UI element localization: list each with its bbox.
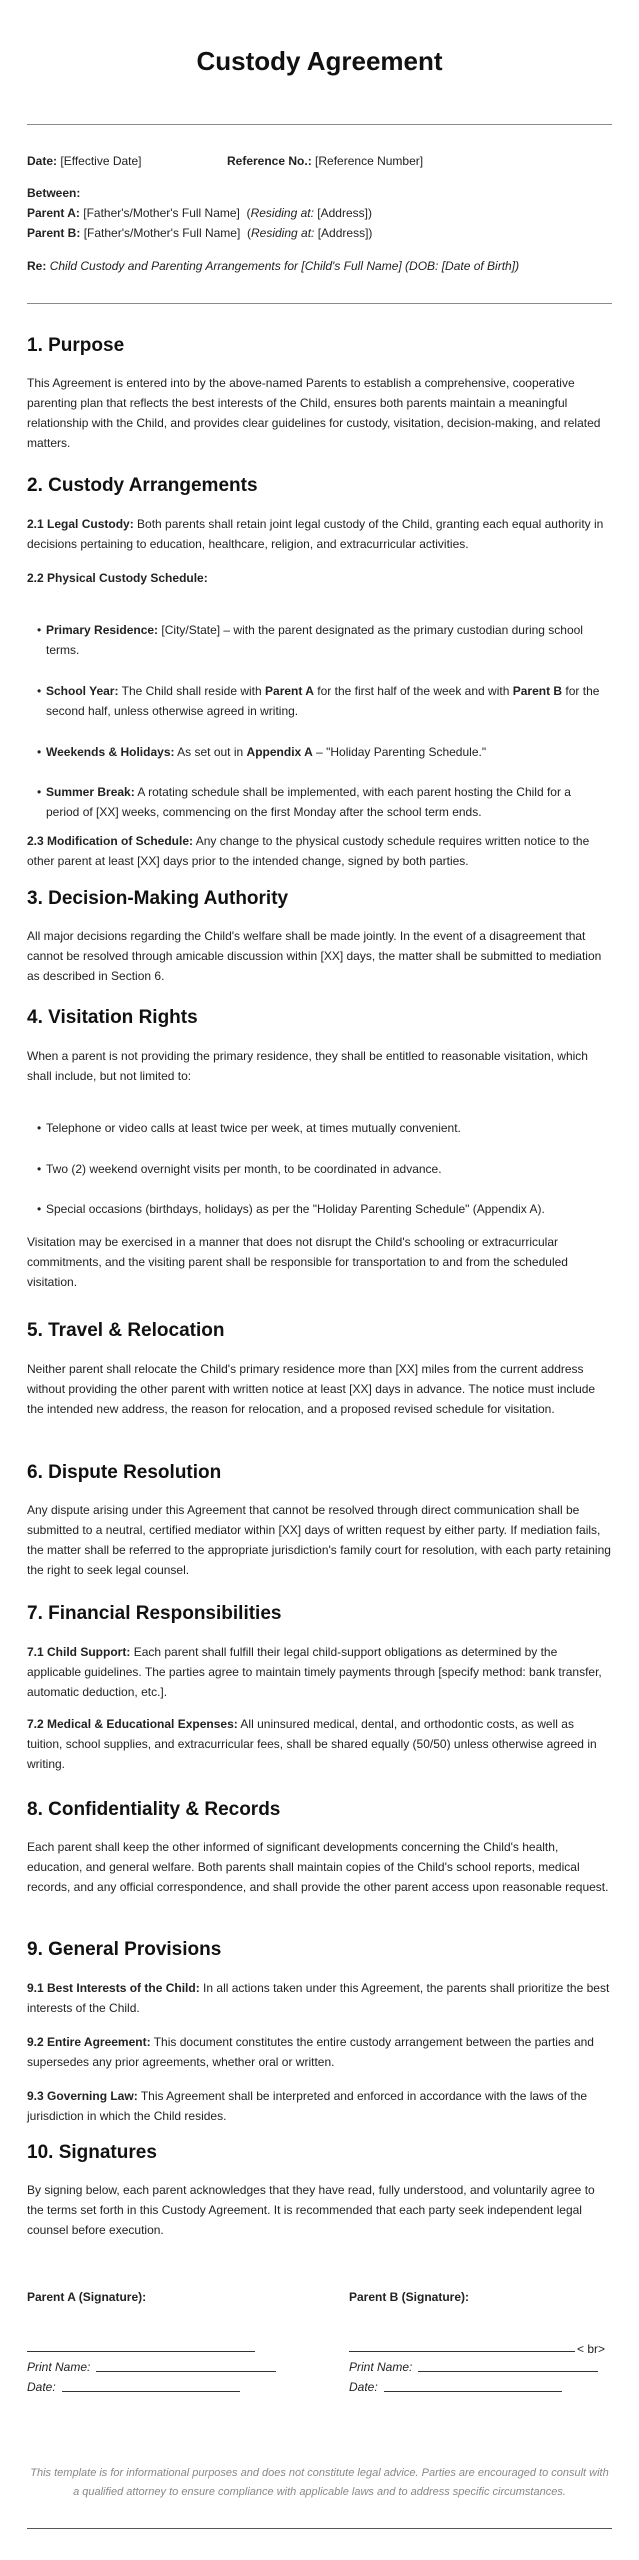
section-10-heading: 10. Signatures — [27, 2142, 157, 2163]
parent-a-signature-label: Parent A (Signature): — [27, 2290, 147, 2304]
stray-br-text: < br> — [577, 2342, 606, 2356]
parent-b-print-name-label: Print Name: — [349, 2360, 413, 2374]
bullet-dot: • — [37, 1162, 42, 1176]
weekends-appendix: Appendix A — [246, 745, 313, 759]
section-3-body: All major decisions regarding the Child's welfare shall be made jointly. In the event of a disagreement that cannot be resolved through amicable discussion within [XX] days, the matter shall be submitted to mediation as described in Section 6. — [27, 929, 602, 983]
visitation-bullet-weekends-text: Two (2) weekend overnight visits per month, to be coordinated in advance. — [46, 1162, 442, 1176]
modification-clause — [27, 831, 612, 871]
section-9-heading: 9. General Provisions — [27, 1939, 222, 1960]
bottom-divider — [27, 2528, 612, 2529]
bullet-school-year — [37, 681, 607, 721]
section-3-heading: 3. Decision-Making Authority — [27, 888, 289, 909]
parent-a-name: [Father's/Mother's Full Name] — [83, 206, 240, 220]
bullet-primary-residence — [37, 620, 607, 660]
reference-line — [227, 151, 607, 171]
best-interests-label: 9.1 Best Interests of the Child: — [27, 1981, 200, 1995]
bullet-weekends-holidays — [37, 742, 607, 762]
header-divider — [27, 303, 612, 304]
school-year-label: School Year: — [46, 684, 119, 698]
entire-agreement-clause — [27, 2032, 612, 2072]
parent-b-signature-label: Parent B (Signature): — [349, 2290, 470, 2304]
weekends-label: Weekends & Holidays: — [46, 745, 175, 759]
school-year-body-2: for the first half of the week and with — [317, 684, 510, 698]
best-interests-clause — [27, 1978, 612, 2018]
visitation-bullet-occasions-text: Special occasions (birthdays, holidays) as per the "Holiday Parenting Schedule" (Appendix A). — [46, 1202, 545, 1216]
bullet-summer-break — [37, 782, 607, 822]
visitation-bullet-occasions — [37, 1199, 607, 1219]
parent-b-date-label: Date: — [349, 2380, 378, 2394]
child-support-body: Each parent shall fulfill their legal child-support obligations as determined by the applicable guidelines. The parties agree to maintain timely payments through [specify method: bank transfer, automatic deduction, etc.]. — [27, 1645, 602, 1699]
modification-body: Any change to the physical custody schedule requires written notice to the other parent at least [XX] days prior to the intended change, signed by both parties. — [27, 834, 590, 868]
parent-a-print-name-label: Print Name: — [27, 2360, 91, 2374]
bullet-dot: • — [37, 1202, 42, 1216]
bullet-dot: • — [37, 623, 42, 637]
parent-a-print-name-line[interactable] — [96, 2371, 276, 2372]
governing-law-label: 9.3 Governing Law: — [27, 2089, 138, 2103]
visitation-bullet-calls-text: Telephone or video calls at least twice per week, at times mutually convenient. — [46, 1121, 461, 1135]
medical-expenses-label: 7.2 Medical & Educational Expenses: — [27, 1717, 238, 1731]
date-value: [Effective Date] — [60, 154, 142, 168]
re-label: Re: — [27, 259, 47, 273]
child-support-clause — [27, 1642, 612, 1702]
section-4-heading: 4. Visitation Rights — [27, 1007, 198, 1028]
section-1-heading: 1. Purpose — [27, 335, 125, 356]
visitation-bullet-weekends — [37, 1159, 607, 1179]
parent-a-signature-line[interactable] — [27, 2351, 255, 2352]
weekends-body-1: As set out in — [177, 745, 244, 759]
section-6-body: Any dispute arising under this Agreement that cannot be resolved through direct communication shall be submitted to a neutral, certified mediator within [XX] days of written request by either party. If mediation fails, the matter shall be referred to the appropriate jurisdiction's family court for resolution, with each party retaining the right to seek legal counsel. — [27, 1503, 611, 1577]
parent-b-residing-label: Residing at: — [251, 226, 315, 240]
school-year-body-3: for the second half, unless otherwise agreed in writing. — [46, 684, 600, 718]
physical-custody-label: 2.2 Physical Custody Schedule: — [27, 571, 208, 585]
school-year-parent-a: Parent A — [265, 684, 314, 698]
reference-value: [Reference Number] — [315, 154, 424, 168]
parent-a-line: Parent A: [Father's/Mother's Full Name] (Residing at: [Address]) — [27, 206, 372, 220]
governing-law-body: This Agreement shall be interpreted and enforced in accordance with the laws of the jurisdiction in which the Child resides. — [27, 2089, 588, 2123]
section-4-intro: When a parent is not providing the primary residence, they shall be entitled to reasonable visitation, which shall include, but not limited to: — [27, 1049, 588, 1083]
section-5-body: Neither parent shall relocate the Child's primary residence more than [XX] miles from the current address without providing the other parent with written notice at least [XX] days in advance. The notice must include the intended new address, the reason for relocation, and a proposed revised schedule for visitation. — [27, 1362, 596, 1416]
between-label: Between: — [27, 186, 81, 200]
governing-law-clause — [27, 2086, 612, 2126]
legal-custody-body: Both parents shall retain joint legal custody of the Child, granting each equal authority in decisions pertaining to education, healthcare, religion, and extracurricular activities. — [27, 517, 604, 551]
summer-break-body: A rotating schedule shall be implemented, with each parent hosting the Child for a period of [XX] weeks, commencing on the first Monday after the school term ends. — [46, 785, 571, 819]
bullet-dot: • — [37, 745, 42, 759]
visitation-bullet-calls — [37, 1118, 607, 1138]
bullet-dot: • — [37, 785, 42, 799]
summer-break-label: Summer Break: — [46, 785, 135, 799]
section-6-heading: 6. Dispute Resolution — [27, 1462, 222, 1483]
legal-custody-label: 2.1 Legal Custody: — [27, 517, 134, 531]
parent-b-label: Parent B: — [27, 226, 81, 240]
parent-a-residing-label: Residing at: — [250, 206, 314, 220]
parent-a-date-line[interactable] — [62, 2391, 240, 2392]
parent-b-date-line[interactable] — [384, 2391, 562, 2392]
entire-agreement-body: This document constitutes the entire custody arrangement between the parties and supersedes any prior agreements, whether oral or written. — [27, 2035, 594, 2069]
section-8-body: Each parent shall keep the other informed of significant developments concerning the Child's health, education, and general welfare. Both parents shall maintain copies of the Child's school reports, medical records, and any official correspondence, and shall provide the other parent access upon reasonable request. — [27, 1840, 609, 1894]
section-4-outro: Visitation may be exercised in a manner that does not disrupt the Child's schooling or extracurricular commitments, and the visiting parent shall be responsible for transportation to and from the scheduled visitation. — [27, 1235, 568, 1289]
re-value: Child Custody and Parenting Arrangements for [Child's Full Name] (DOB: [Date of Birth]) — [49, 259, 520, 273]
parent-a-address: [Address]) — [317, 206, 372, 220]
parent-a-label: Parent A: — [27, 206, 80, 220]
primary-residence-body: [City/State] – with the parent designated as the primary custodian during school terms. — [46, 623, 583, 657]
section-8-heading: 8. Confidentiality & Records — [27, 1799, 281, 1820]
best-interests-body: In all actions taken under this Agreement, the parents shall prioritize the best interests of the Child. — [27, 1981, 610, 2015]
child-support-label: 7.1 Child Support: — [27, 1645, 131, 1659]
disclaimer-footer: This template is for informational purposes and does not constitute legal advice. Parties are encouraged to consult with a qualified attorney to ensure compliance with applicable laws and to address specific circumstances. — [30, 2467, 609, 2498]
legal-custody-clause — [27, 514, 612, 554]
top-divider — [27, 124, 612, 125]
bullet-dot: • — [37, 684, 42, 698]
parent-b-address: [Address]) — [317, 226, 373, 240]
section-1-body: This Agreement is entered into by the above-named Parents to establish a comprehensive, cooperative parenting plan that reflects the best interests of the Child, ensures both parents maintain a meaningful relationship with the Child, and provides clear guidelines for custody, visitation, decision-making, and related matters. — [27, 376, 601, 450]
modification-label: 2.3 Modification of Schedule: — [27, 834, 194, 848]
medical-expenses-body: All uninsured medical, dental, and orthodontic costs, as well as tuition, school supplies, and extracurricular fees, shall be shared equally (50/50) unless otherwise agreed in writing. — [27, 1717, 597, 1771]
parent-b-signature-line[interactable] — [349, 2351, 575, 2352]
school-year-parent-b: Parent B — [512, 684, 563, 698]
reference-label: Reference No.: — [227, 154, 312, 168]
parent-a-date-label: Date: — [27, 2380, 56, 2394]
document-title: Custody Agreement — [196, 46, 443, 76]
primary-residence-label: Primary Residence: — [46, 623, 159, 637]
re-line — [27, 256, 612, 276]
section-5-heading: 5. Travel & Relocation — [27, 1320, 225, 1341]
section-7-heading: 7. Financial Responsibilities — [27, 1603, 282, 1624]
parent-b-print-name-line[interactable] — [418, 2371, 598, 2372]
bullet-dot: • — [37, 1121, 42, 1135]
section-10-body: By signing below, each parent acknowledges that they have read, fully understood, and voluntarily agree to the terms set forth in this Custody Agreement. It is recommended that each party seek independent legal counsel before execution. — [27, 2183, 595, 2237]
entire-agreement-label: 9.2 Entire Agreement: — [27, 2035, 151, 2049]
weekends-body-2: – "Holiday Parenting Schedule." — [316, 745, 487, 759]
section-2-heading: 2. Custody Arrangements — [27, 475, 258, 496]
parent-b-name: [Father's/Mother's Full Name] — [83, 226, 241, 240]
medical-expenses-clause — [27, 1714, 612, 1774]
school-year-body-1: The Child shall reside with — [121, 684, 262, 698]
parent-b-line: Parent B: [Father's/Mother's Full Name] (Residing at: [Address]) — [27, 226, 373, 240]
date-label: Date: — [27, 154, 58, 168]
